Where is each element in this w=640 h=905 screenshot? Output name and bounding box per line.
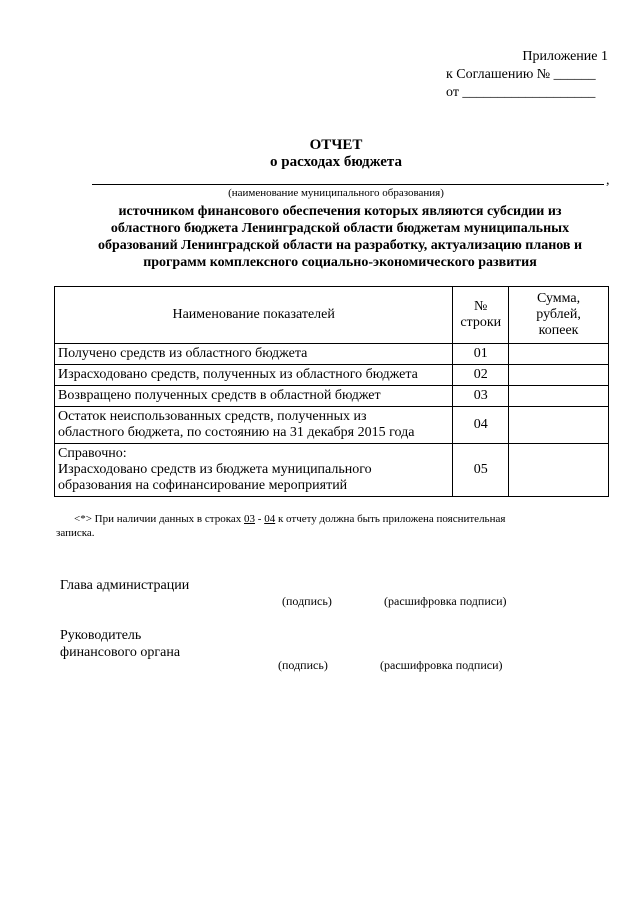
trailing-comma: , — [606, 173, 610, 188]
report-table — [54, 286, 609, 497]
row-sum — [509, 444, 609, 497]
purpose-line-2: областного бюджета Ленинградской области бюджетам муниципальных — [110, 221, 570, 236]
row-number: 05 — [453, 444, 509, 497]
purpose-line-4: программ комплексного социально-экономического развития — [143, 255, 537, 270]
signature-finance-decode-caption: (расшифровка подписи) — [380, 658, 503, 672]
report-title: ОТЧЕТ — [309, 137, 363, 153]
row-name: Справочно: Израсходовано средств из бюджета муниципального образования на софинансирование мероприятий — [55, 444, 453, 497]
footnote-row-to: 04 — [264, 513, 276, 525]
header-row-number: № строки — [453, 287, 509, 344]
municipality-name-line — [92, 184, 604, 185]
row-name: Израсходовано средств, полученных из областного бюджета — [55, 365, 453, 386]
table-row — [55, 444, 609, 497]
row-number: 03 — [453, 386, 509, 407]
table-row — [55, 344, 609, 365]
row-number: 01 — [453, 344, 509, 365]
signature-finance-title-line-2: финансового органа — [60, 645, 181, 660]
signature-head-title: Глава администрации — [60, 578, 190, 593]
municipality-caption: (наименование муниципального образования) — [228, 187, 444, 199]
table-header-row — [55, 287, 609, 344]
row-sum — [509, 344, 609, 365]
row-name: Возвращено полученных средств в областной бюджет — [55, 386, 453, 407]
signature-head-decode-caption: (расшифровка подписи) — [384, 594, 507, 608]
row-sum — [509, 407, 609, 444]
header-sum: Сумма, рублей, копеек — [509, 287, 609, 344]
purpose-line-1: источником финансового обеспечения которых являются субсидии из — [118, 204, 562, 219]
row-sum — [509, 365, 609, 386]
row-name: Остаток неиспользованных средств, полученных из областного бюджета, по состоянию на 31 декабря 2015 года — [55, 407, 453, 444]
header-name: Наименование показателей — [55, 287, 453, 344]
signature-finance-title-line-1: Руководитель — [60, 628, 142, 643]
row-sum — [509, 386, 609, 407]
table-row — [55, 365, 609, 386]
footnote-line-1: <*> При наличии данных в строках 03 - 04 к отчету должна быть приложена пояснительная — [74, 513, 506, 525]
row-number: 02 — [453, 365, 509, 386]
appendix-line-3: от ___________________ — [446, 85, 596, 100]
row-number: 04 — [453, 407, 509, 444]
footnote-line-2: записка. — [56, 527, 95, 539]
signature-finance-sign-caption: (подпись) — [278, 658, 328, 672]
row-name: Получено средств из областного бюджета — [55, 344, 453, 365]
appendix-line-1: Приложение 1 — [522, 49, 608, 64]
appendix-line-2: к Соглашению № ______ — [446, 67, 596, 82]
table-row — [55, 407, 609, 444]
purpose-line-3: образований Ленинградской области на разработку, актуализацию планов и — [97, 238, 583, 253]
table-row — [55, 386, 609, 407]
report-subtitle: о расходах бюджета — [270, 154, 402, 170]
signature-head-sign-caption: (подпись) — [282, 594, 332, 608]
footnote-row-from: 03 — [244, 513, 256, 525]
